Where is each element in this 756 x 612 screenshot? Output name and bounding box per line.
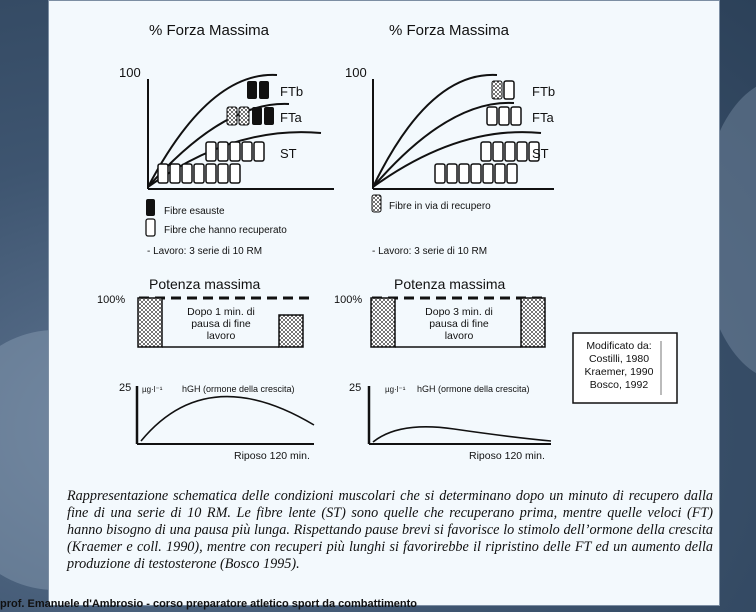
left-power-text: Dopo 1 min. di <box>187 306 255 318</box>
right-force-panel <box>345 22 555 257</box>
right-label-ftb: FTb <box>532 84 556 99</box>
left-fibres-ftb <box>247 81 269 99</box>
left-hgh-curve <box>141 397 314 441</box>
right-hgh-unit: µg·l⁻¹ <box>385 385 406 394</box>
left-power-percent: 100% <box>97 294 126 306</box>
right-power-percent: 100% <box>334 294 363 306</box>
left-force-title: % Forza Massima <box>149 22 270 39</box>
diagram <box>49 1 719 481</box>
left-hgh-label: hGH (ormone della crescita) <box>182 384 295 394</box>
legend-exhausted-swatch <box>146 199 155 216</box>
right-power-text: Dopo 3 min. di <box>425 306 493 318</box>
left-label-fta: FTa <box>280 110 302 125</box>
source-box <box>573 333 677 403</box>
right-label-st: ST <box>532 146 549 161</box>
source-line: Kraemer, 1990 <box>584 366 654 378</box>
right-work-label: - Lavoro: 3 serie di 10 RM <box>372 246 488 257</box>
right-power-text: pausa di fine <box>429 318 489 330</box>
right-power-bar-start <box>371 298 395 347</box>
legend-recovering-label: Fibre in via di recupero <box>389 201 491 212</box>
right-label-fta: FTa <box>532 110 554 125</box>
left-work-label: - Lavoro: 3 serie di 10 RM <box>147 246 263 257</box>
right-hgh-panel <box>349 382 551 462</box>
left-hgh-ymax: 25 <box>119 382 132 394</box>
left-fibres-st <box>158 142 264 183</box>
left-power-bar-end <box>279 315 303 347</box>
left-power-text: lavoro <box>206 330 236 342</box>
left-force-ymax: 100 <box>119 65 141 80</box>
left-power-panel <box>97 276 309 347</box>
legend-exhausted-label: Fibre esauste <box>164 206 225 217</box>
left-label-st: ST <box>280 146 297 161</box>
right-hgh-label: hGH (ormone della crescita) <box>417 384 530 394</box>
left-power-title: Potenza massima <box>149 276 261 292</box>
left-hgh-unit: µg·l⁻¹ <box>142 385 163 394</box>
source-line: Modificato da: <box>586 340 652 352</box>
right-hgh-curve <box>373 427 551 442</box>
figure-caption: Rappresentazione schematica delle condizioni muscolari che si determinano dopo un minuto di recupero dalla fine di una serie di 10 RM. Le fibre lente (ST) sono quelle che recuperano prima, mentre quelle veloci (FT) hanno bisogno di una pausa più lunga. Rispettando pause brevi si favorisce lo stimolo dell’ormone della crescita (Kraemer e coll. 1990), mentre con recuperi più lunghi si favorirebbe il ripristino delle FT ed un aumento della produzione di testosterone (Bosco 1995). <box>67 488 713 572</box>
legend-recovered-label: Fibre che hanno recuperato <box>164 225 287 236</box>
slide-panel <box>48 0 720 606</box>
right-power-panel <box>334 276 547 347</box>
left-force-panel <box>119 22 334 257</box>
legend-recovered-swatch <box>146 219 155 236</box>
right-force-title: % Forza Massima <box>389 22 510 39</box>
right-fibres-st <box>435 142 539 183</box>
right-power-bar-end <box>521 298 545 347</box>
right-power-text: lavoro <box>444 330 474 342</box>
right-force-ymax: 100 <box>345 65 367 80</box>
left-hgh-panel <box>119 382 314 462</box>
left-power-bar-start <box>138 298 162 347</box>
footer-text: prof. Emanuele d'Ambrosio - corso preparatore atletico sport da combattimento <box>0 598 418 610</box>
right-fibres-fta <box>487 107 521 125</box>
left-power-text: pausa di fine <box>191 318 251 330</box>
legend-recovering-swatch <box>372 195 381 212</box>
right-hgh-rest: Riposo 120 min. <box>469 450 545 462</box>
left-label-ftb: FTb <box>280 84 304 99</box>
right-power-title: Potenza massima <box>394 276 506 292</box>
source-line: Bosco, 1992 <box>589 379 649 391</box>
right-fibres-ftb <box>492 81 514 99</box>
right-hgh-ymax: 25 <box>349 382 362 394</box>
source-line: Costilli, 1980 <box>588 353 650 365</box>
left-hgh-rest: Riposo 120 min. <box>234 450 310 462</box>
